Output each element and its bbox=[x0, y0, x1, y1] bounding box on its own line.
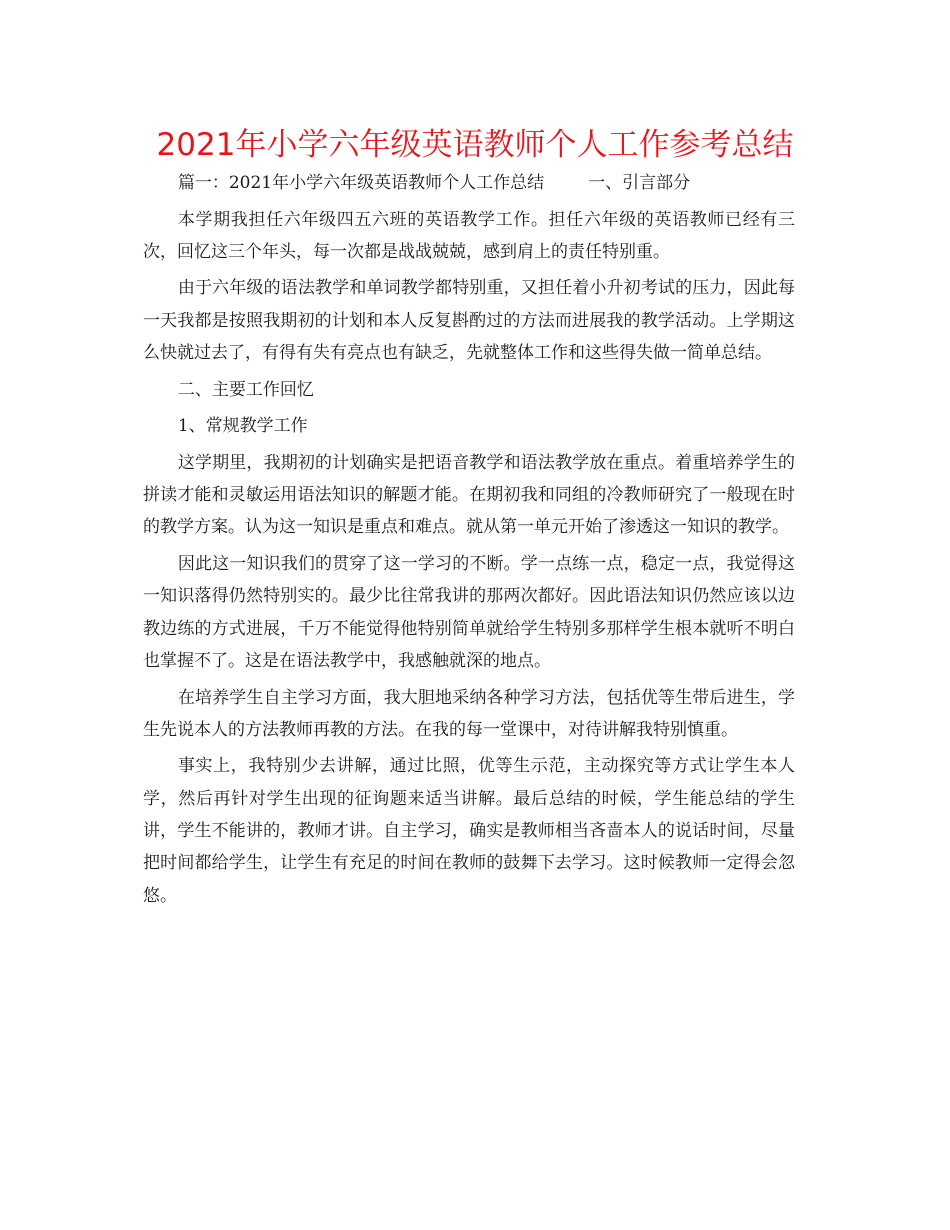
paragraph: 本学期我担任六年级四五六班的英语教学工作。担任六年级的英语教师已经有三次，回忆这三个年头，每一次都是战战兢兢，感到肩上的责任特别重。 bbox=[143, 209, 795, 262]
paragraph: 由于六年级的语法教学和单词教学都特别重，又担任着小升初考试的压力，因此每一天我都是按照我期初的计划和本人反复斟酌过的方法而进展我的教学活动。上学期这么快就过去了，有得有失有亮点也有缺乏，先就整体工作和这些得失做一简单总结。 bbox=[143, 278, 795, 364]
paragraph: 这学期里，我期初的计划确实是把语音教学和语法教学放在重点。着重培养学生的拼读才能和灵敏运用语法知识的解题才能。在期初我和同组的冷教师研究了一般现在时的教学方案。认为这一知识是重点和难点。就从第一单元开始了渗透这一知识的教学。 bbox=[143, 452, 795, 538]
paragraph: 事实上，我特别少去讲解，通过比照，优等生示范，主动探究等方式让学生本人学，然后再针对学生出现的征询题来适当讲解。最后总结的时候，学生能总结的学生讲，学生不能讲的，教师才讲。自主学习，确实是教师相当吝啬本人的说话时间，尽量把时间都给学生，让学生有充足的时间在教师的鼓舞下去学习。这时候教师一定得会忽悠。 bbox=[143, 756, 795, 906]
subsection-heading: 1、常规教学工作 bbox=[177, 416, 308, 437]
subtitle-line bbox=[143, 167, 795, 199]
document-title: 2021年小学六年级英语教师个人工作参考总结 bbox=[156, 127, 794, 163]
article-subtitle: 篇一：2021年小学六年级英语教师个人工作总结 bbox=[177, 173, 545, 193]
paragraph: 因此这一知识我们的贯穿了这一学习的不断。学一点练一点，稳定一点，我觉得这一知识落得仍然特别实的。最少比往常我讲的那两次都好。因此语法知识仍然应该以边教边练的方式进展，千万不能觉得他特别简单就给学生特别多那样学生根本就听不明白也掌握不了。这是在语法教学中，我感触就深的地点。 bbox=[143, 554, 795, 671]
section-heading-intro: 一、引言部分 bbox=[588, 173, 691, 193]
section-heading: 二、主要工作回忆 bbox=[177, 379, 314, 400]
document-body bbox=[143, 167, 795, 916]
paragraph: 在培养学生自主学习方面，我大胆地采纳各种学习方法，包括优等生带后进生，学生先说本人的方法教师再教的方法。在我的每一堂课中，对待讲解我特别慎重。 bbox=[143, 687, 795, 740]
